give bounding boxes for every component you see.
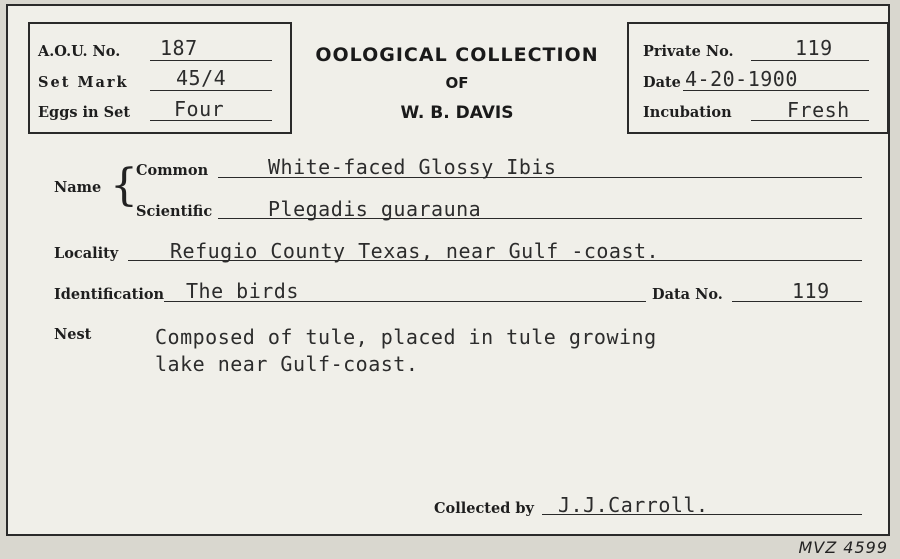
identification-value: The birds <box>186 279 299 303</box>
data-no-underline <box>732 301 862 302</box>
set-mark-value: 45/4 <box>176 66 227 90</box>
data-no-value: 119 <box>792 279 830 303</box>
nest-label: Nest <box>54 326 92 343</box>
set-mark-label: Set Mark <box>38 74 129 91</box>
collection-title-line1: OOLOGICAL COLLECTION <box>315 44 599 66</box>
locality-label: Locality <box>54 245 119 262</box>
nest-description-line2: lake near Gulf-coast. <box>155 352 419 376</box>
incubation-underline <box>751 120 869 121</box>
common-name-value: White-faced Glossy Ibis <box>268 155 557 179</box>
scientific-name-value: Plegadis guarauna <box>268 197 482 221</box>
oological-data-card <box>6 4 890 536</box>
name-label: Name <box>54 179 102 196</box>
private-no-underline <box>751 60 869 61</box>
eggs-in-set-label: Eggs in Set <box>38 104 131 121</box>
locality-value: Refugio County Texas, near Gulf -coast. <box>170 239 660 263</box>
collected-by-label: Collected by <box>434 500 534 517</box>
locality-underline <box>128 260 862 261</box>
specimen-info-box <box>28 22 292 134</box>
scientific-name-underline <box>218 218 862 219</box>
date-label: Date <box>643 74 681 91</box>
set-mark-underline <box>150 90 272 91</box>
name-brace: { <box>110 160 138 211</box>
eggs-underline <box>150 120 272 121</box>
eggs-in-set-value: Four <box>174 97 225 121</box>
aou-underline <box>150 60 272 61</box>
common-name-underline <box>218 177 862 178</box>
identification-label: Identification <box>54 286 165 303</box>
incubation-label: Incubation <box>643 104 732 121</box>
aou-label: A.O.U. No. <box>38 43 121 60</box>
collection-title-line3: W. B. DAVIS <box>400 103 514 123</box>
record-info-box <box>627 22 889 134</box>
private-no-label: Private No. <box>643 43 734 60</box>
nest-description-line1: Composed of tule, placed in tule growing <box>155 325 657 349</box>
date-underline <box>683 90 869 91</box>
common-name-label: Common <box>136 162 209 179</box>
data-no-label: Data No. <box>652 286 723 303</box>
scientific-name-label: Scientific <box>136 203 213 220</box>
collector-underline <box>542 514 862 515</box>
museum-catalog-number: MVZ 4599 <box>798 538 888 557</box>
aou-value: 187 <box>160 36 198 60</box>
date-value: 4-20-1900 <box>685 67 798 91</box>
identification-underline <box>164 301 646 302</box>
collector-value: J.J.Carroll. <box>558 493 709 517</box>
private-no-value: 119 <box>795 36 833 60</box>
collection-title-line2: OF <box>445 74 469 92</box>
incubation-value: Fresh <box>787 98 850 122</box>
